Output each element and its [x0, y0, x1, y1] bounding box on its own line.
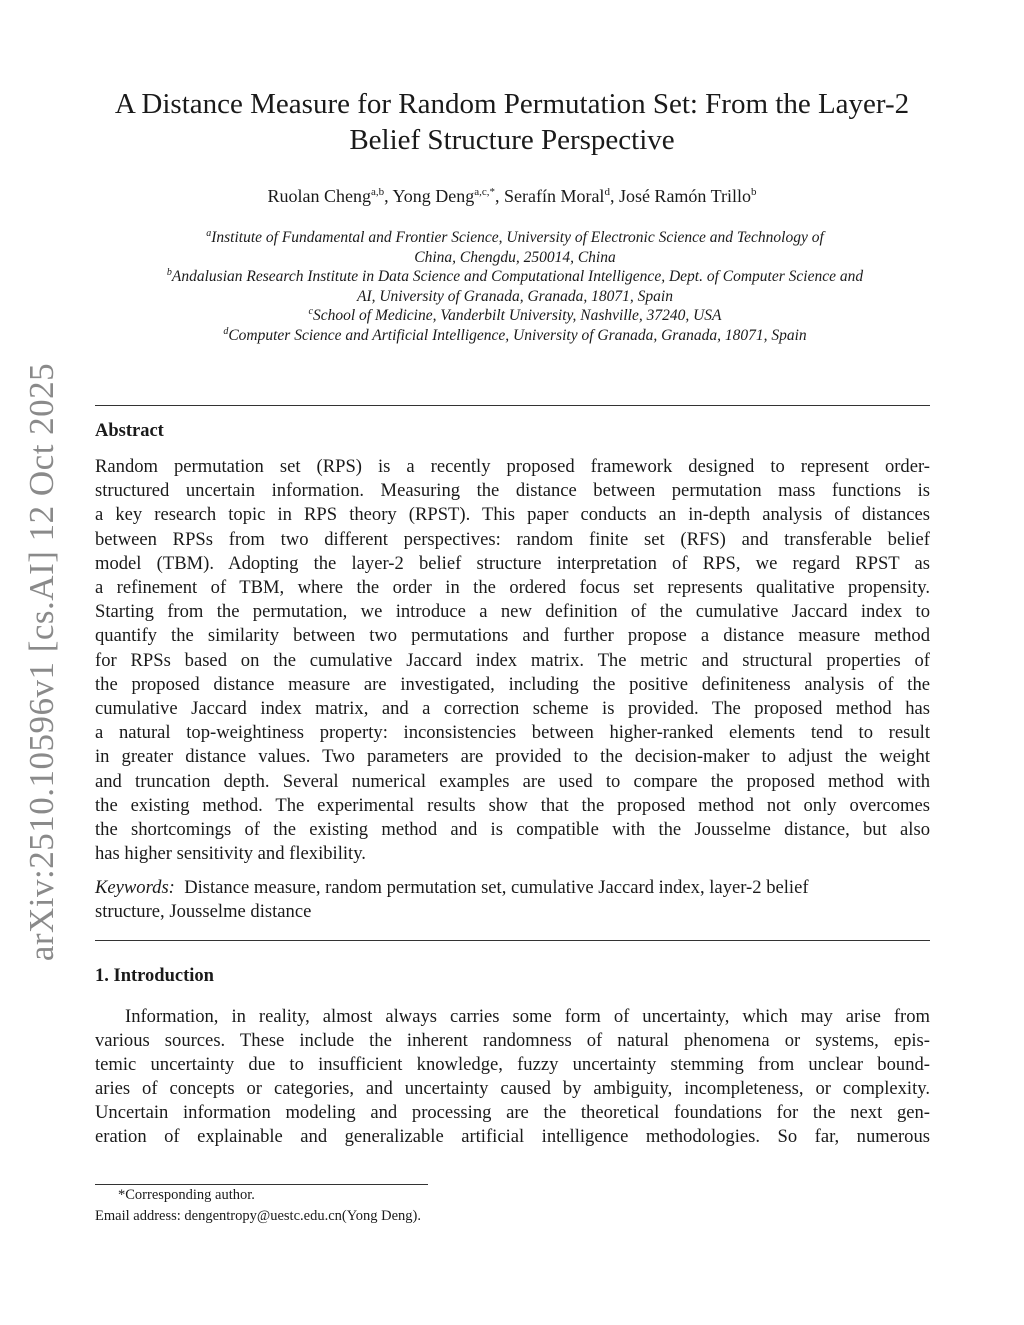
affiliation-line	[90, 287, 940, 306]
abstract-line: model (TBM). Adopting the layer-2 belief structure interpretation of RPS, we regard RPST as	[95, 552, 930, 574]
abstract-line: cumulative Jaccard index matrix, and a correction scheme is provided. The proposed method has	[95, 698, 930, 719]
abstract-line: the shortcomings of the existing method and is compatible with the Jousselme distance, but also	[95, 819, 930, 840]
affiliation-marker: a	[206, 228, 212, 239]
affiliation-text: Institute of Fundamental and Frontier Science, University of Electronic Science and Technology of	[211, 229, 824, 247]
affiliation-line	[90, 267, 940, 286]
affiliation-line	[90, 306, 940, 325]
abstract-line: has higher sensitivity and flexibility.	[95, 843, 366, 865]
affiliation-text: Computer Science and Artificial Intelligence, University of Granada, Granada, 18071, Spain	[228, 327, 807, 345]
author-name: Ruolan Cheng	[267, 186, 372, 206]
keywords-line-1	[95, 877, 930, 899]
introduction-line: aries of concepts or categories, and uncertainty caused by ambiguity, incompleteness, or complexity.	[95, 1078, 930, 1099]
abstract-line: for RPSs based on the cumulative Jaccard index matrix. The metric and structural properties of	[95, 649, 930, 671]
affiliation-text: Andalusian Research Institute in Data Science and Computational Intelligence, Dept. of Computer Science and	[171, 268, 864, 286]
affiliation-text: AI, University of Granada, Granada, 18071, Spain	[356, 288, 673, 306]
affiliation-marker: b	[166, 267, 172, 278]
arxiv-stamp: arXiv:2510.10596v1 [cs.AI] 12 Oct 2025	[22, 362, 61, 962]
affiliation-marker: d	[223, 326, 229, 337]
introduction-line: Information, in reality, almost always carries some form of uncertainty, which may arise from	[125, 1006, 930, 1027]
footnote-rule	[95, 1184, 428, 1185]
affiliation-text: School of Medicine, Vanderbilt University, Nashville, 37240, USA	[312, 307, 722, 325]
abstract-line: quantify the similarity between two permutations and further propose a distance measure method	[95, 625, 930, 647]
affiliation-line	[90, 326, 940, 345]
author-separator: ,	[494, 186, 504, 206]
introduction-line: eration of explainable and generalizable artificial intelligence methodologies. So far, numerous	[95, 1126, 930, 1147]
introduction-heading: 1. Introduction	[95, 966, 214, 986]
author-separator: ,	[609, 186, 619, 206]
abstract-line: a key research topic in RPS theory (RPST). This paper conducts an in-depth analysis of distances	[95, 504, 930, 526]
abstract-line: a natural top-weightiness property: inconsistencies between higher-ranked elements tend to result	[95, 722, 930, 744]
keywords-text-1: Distance measure, random permutation set, cumulative Jaccard index, layer-2 belief	[184, 877, 809, 898]
author-affiliation-marker: a,c,*	[474, 186, 495, 198]
abstract-line: the proposed distance measure are investigated, including the positive definiteness analysis of the	[95, 673, 930, 695]
abstract-line: Random permutation set (RPS) is a recently proposed framework designed to represent order-	[95, 456, 930, 477]
abstract-line: between RPSs from two different perspectives: random finite set (RFS) and transferable belief	[95, 528, 930, 550]
keywords-label: Keywords:	[95, 877, 175, 898]
introduction-line: Uncertain information modeling and processing are the theoretical foundations for the next gen-	[95, 1102, 930, 1123]
abstract-line: a refinement of TBM, where the order in the ordered focus set represents qualitative propensity.	[95, 577, 930, 598]
author-separator: ,	[384, 186, 393, 206]
author-affiliation-marker: a,b	[371, 186, 385, 198]
affiliation-text: China, Chengdu, 250014, China	[414, 249, 616, 267]
introduction-line: various sources. These include the inherent randomness of natural phenomena or systems, epis-	[95, 1030, 930, 1051]
author-list	[0, 186, 1024, 207]
abstract-line: and truncation depth. Several numerical examples are used to compare the proposed method with	[95, 770, 930, 792]
email-address-note: Email address: dengentropy@uestc.edu.cn(Yong Deng).	[95, 1208, 421, 1224]
affiliation-line	[90, 248, 940, 267]
author-name: Serafín Moral	[503, 186, 605, 206]
corresponding-author-note: *Corresponding author.	[118, 1187, 255, 1203]
author-affiliation-marker: d	[604, 186, 610, 198]
abstract-line: structured uncertain information. Measuring the distance between permutation mass functions is	[95, 480, 930, 502]
abstract-line: the existing method. The experimental results show that the proposed method not only overcomes	[95, 794, 930, 816]
affiliation-marker: c	[308, 306, 313, 317]
top-rule	[95, 405, 930, 406]
paper-title-line-1: A Distance Measure for Random Permutation Set: From the Layer-2	[114, 88, 910, 120]
author-affiliation-marker: b	[750, 186, 757, 198]
affiliation-line	[90, 228, 940, 247]
bottom-rule	[95, 940, 930, 941]
keywords-line-2: structure, Jousselme distance	[95, 901, 312, 922]
author-name: José Ramón Trillo	[618, 186, 751, 206]
author-name: Yong Deng	[392, 186, 475, 206]
abstract-heading: Abstract	[95, 421, 164, 441]
introduction-line: temic uncertainty due to insufficient knowledge, fuzzy uncertainty stemming from unclear bound-	[95, 1054, 930, 1075]
paper-title-line-2: Belief Structure Perspective	[349, 124, 675, 156]
abstract-line: in greater distance values. Two parameters are provided to the decision-maker to adjust the weight	[95, 746, 930, 768]
abstract-line: Starting from the permutation, we introduce a new definition of the cumulative Jaccard index to	[95, 601, 930, 623]
